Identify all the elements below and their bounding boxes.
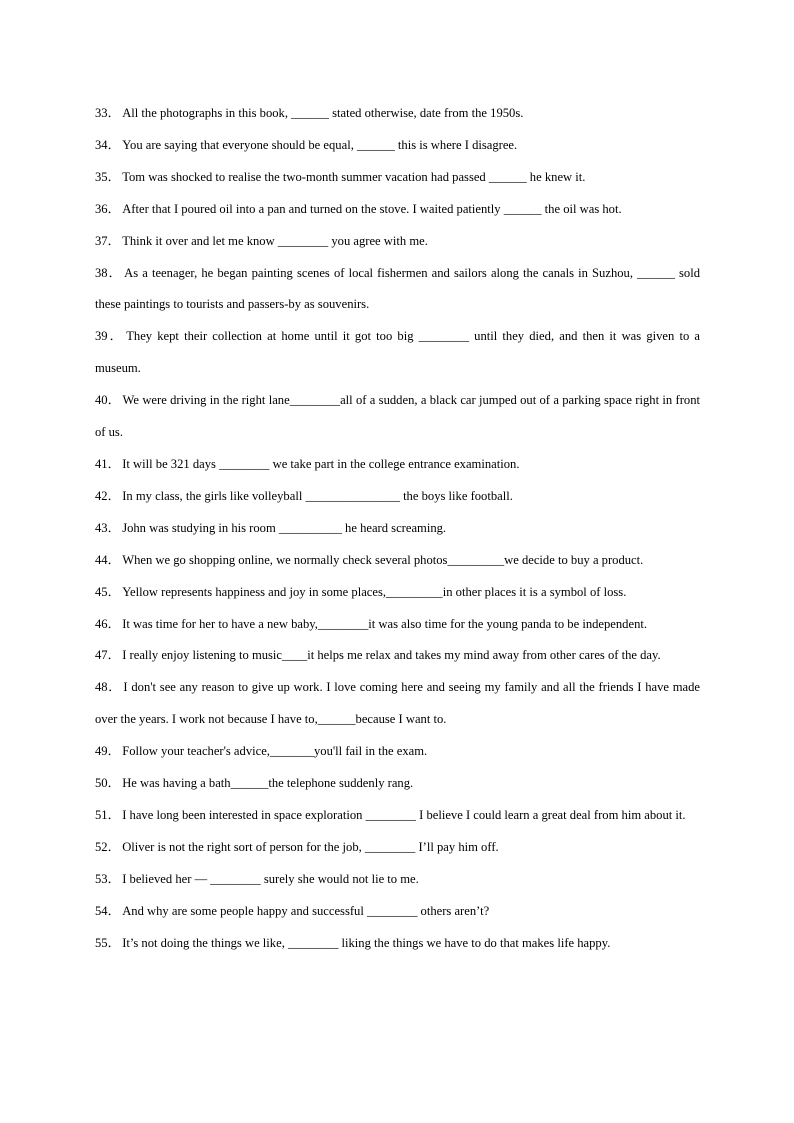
question-number: 51．	[95, 807, 121, 822]
question-text: It’s not doing the things we like, ________ liking the things we have to do that makes life happy.	[122, 935, 611, 950]
question-text: After that I poured oil into a pan and turned on the stove. I waited patiently ______ the oil was hot.	[122, 201, 622, 216]
question-text: In my class, the girls like volleyball _______________ the boys like football.	[122, 488, 513, 503]
question-text: Tom was shocked to realise the two-month summer vacation had passed ______ he knew it.	[122, 169, 586, 184]
question-number: 35．	[95, 169, 121, 184]
question-number: 36．	[95, 201, 121, 216]
question-text: They kept their collection at home until it got too big ________ until they died, and then it was given to a museum.	[95, 329, 700, 376]
question-text: Think it over and let me know ________ you agree with me.	[122, 233, 428, 248]
question-item	[95, 481, 700, 513]
question-item	[95, 194, 700, 226]
question-item	[95, 800, 700, 832]
question-list	[95, 98, 700, 959]
question-item	[95, 513, 700, 545]
question-item	[95, 928, 700, 960]
question-number: 45．	[95, 584, 121, 599]
question-text: As a teenager, he began painting scenes of local fishermen and sailors along the canals in Suzhou, ______ sold these paintings to tourists and passers-by as souvenirs.	[95, 265, 700, 312]
question-text: Follow your teacher's advice,_______you'll fail in the exam.	[122, 744, 428, 759]
question-item	[95, 736, 700, 768]
question-text: I don't see any reason to give up work. I love coming here and seeing my family and all the friends I have made over the years. I work not because I have to,______because I want to.	[95, 680, 701, 727]
question-item	[95, 896, 700, 928]
question-item	[95, 832, 700, 864]
question-item	[95, 130, 700, 162]
question-item	[95, 640, 700, 672]
question-item	[95, 577, 700, 609]
question-text: We were driving in the right lane________all of a sudden, a black car jumped out of a parking space right in front of us.	[95, 393, 700, 440]
question-text: It will be 321 days ________ we take part in the college entrance examination.	[122, 456, 520, 471]
question-number: 48．	[95, 680, 122, 695]
question-number: 33．	[95, 106, 121, 120]
question-item	[95, 321, 700, 385]
question-item	[95, 162, 700, 194]
question-text: And why are some people happy and successful ________ others aren’t?	[122, 903, 490, 918]
question-item	[95, 226, 700, 258]
question-text: I have long been interested in space exploration ________ I believe I could learn a great deal from him about it.	[122, 807, 686, 822]
question-item	[95, 768, 700, 800]
question-item	[95, 672, 700, 736]
question-text: He was having a bath______the telephone suddenly rang.	[122, 776, 414, 791]
question-number: 39．	[95, 329, 125, 344]
question-item	[95, 385, 700, 449]
question-number: 34．	[95, 137, 121, 152]
question-number: 37．	[95, 233, 121, 248]
question-number: 49．	[95, 744, 121, 759]
question-text: Yellow represents happiness and joy in some places,_________in other places it is a symbol of loss.	[122, 584, 627, 599]
question-text: When we go shopping online, we normally check several photos_________we decide to buy a product.	[122, 552, 644, 567]
question-item	[95, 864, 700, 896]
question-number: 55．	[95, 935, 121, 950]
question-number: 40．	[95, 393, 121, 408]
question-text: Oliver is not the right sort of person for the job, ________ I’ll pay him off.	[122, 839, 499, 854]
question-item	[95, 449, 700, 481]
question-text: All the photographs in this book, ______ stated otherwise, date from the 1950s.	[122, 106, 524, 120]
question-number: 53．	[95, 871, 121, 886]
question-number: 42．	[95, 488, 121, 503]
question-text: It was time for her to have a new baby,________it was also time for the young panda to be independent.	[122, 616, 648, 631]
question-item	[95, 609, 700, 641]
question-text: John was studying in his room __________ he heard screaming.	[122, 520, 447, 535]
question-number: 46．	[95, 616, 121, 631]
question-item	[95, 98, 700, 130]
question-number: 38．	[95, 265, 123, 280]
question-text: I really enjoy listening to music____it helps me relax and takes my mind away from other cares of the day.	[122, 648, 661, 663]
question-number: 44．	[95, 552, 121, 567]
question-number: 54．	[95, 903, 121, 918]
question-number: 47．	[95, 648, 121, 663]
question-text: You are saying that everyone should be equal, ______ this is where I disagree.	[122, 137, 518, 152]
question-number: 52．	[95, 839, 121, 854]
question-text: I believed her — ________ surely she would not lie to me.	[122, 871, 419, 886]
question-number: 43．	[95, 520, 121, 535]
question-item	[95, 258, 700, 322]
question-item	[95, 545, 700, 577]
question-number: 50．	[95, 776, 121, 791]
question-number: 41．	[95, 456, 121, 471]
